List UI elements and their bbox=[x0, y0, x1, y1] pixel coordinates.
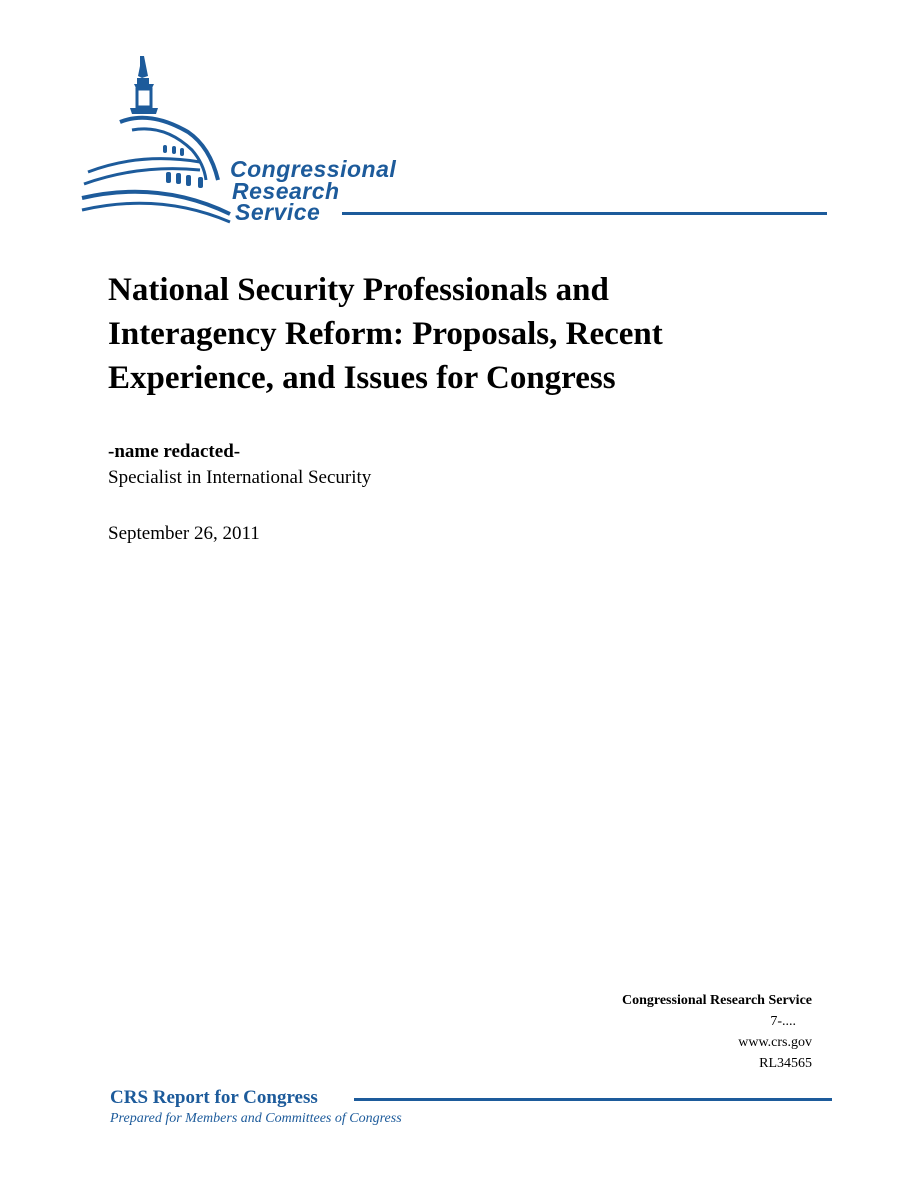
logo-text-research: Research bbox=[232, 178, 340, 204]
crs-code: 7-.... bbox=[770, 1014, 796, 1029]
author-name: -name redacted- bbox=[108, 441, 241, 462]
report-date: September 26, 2011 bbox=[108, 523, 260, 544]
logo-text-service: Service bbox=[235, 199, 321, 225]
author-title: Specialist in International Security bbox=[108, 467, 372, 488]
crs-organization-name: Congressional Research Service bbox=[621, 993, 812, 1008]
footer-divider bbox=[354, 1098, 832, 1101]
crs-logo bbox=[80, 52, 830, 227]
title-line: Interagency Reform: Proposals, Recent bbox=[108, 316, 663, 352]
footer-title: CRS Report for Congress bbox=[110, 1087, 318, 1108]
crs-info-block bbox=[622, 990, 812, 1074]
logo-divider bbox=[342, 212, 827, 215]
crs-website-link[interactable]: www.crs.gov bbox=[738, 1035, 812, 1050]
logo-text-congressional: Congressional bbox=[230, 156, 397, 182]
title-line: National Security Professionals and bbox=[108, 272, 609, 308]
report-number: RL34565 bbox=[759, 1056, 812, 1071]
title-line: Experience, and Issues for Congress bbox=[108, 360, 616, 396]
footer-subtitle: Prepared for Members and Committees of Congress bbox=[110, 1111, 402, 1126]
report-title bbox=[108, 268, 808, 400]
capitol-dome-icon bbox=[80, 52, 240, 227]
